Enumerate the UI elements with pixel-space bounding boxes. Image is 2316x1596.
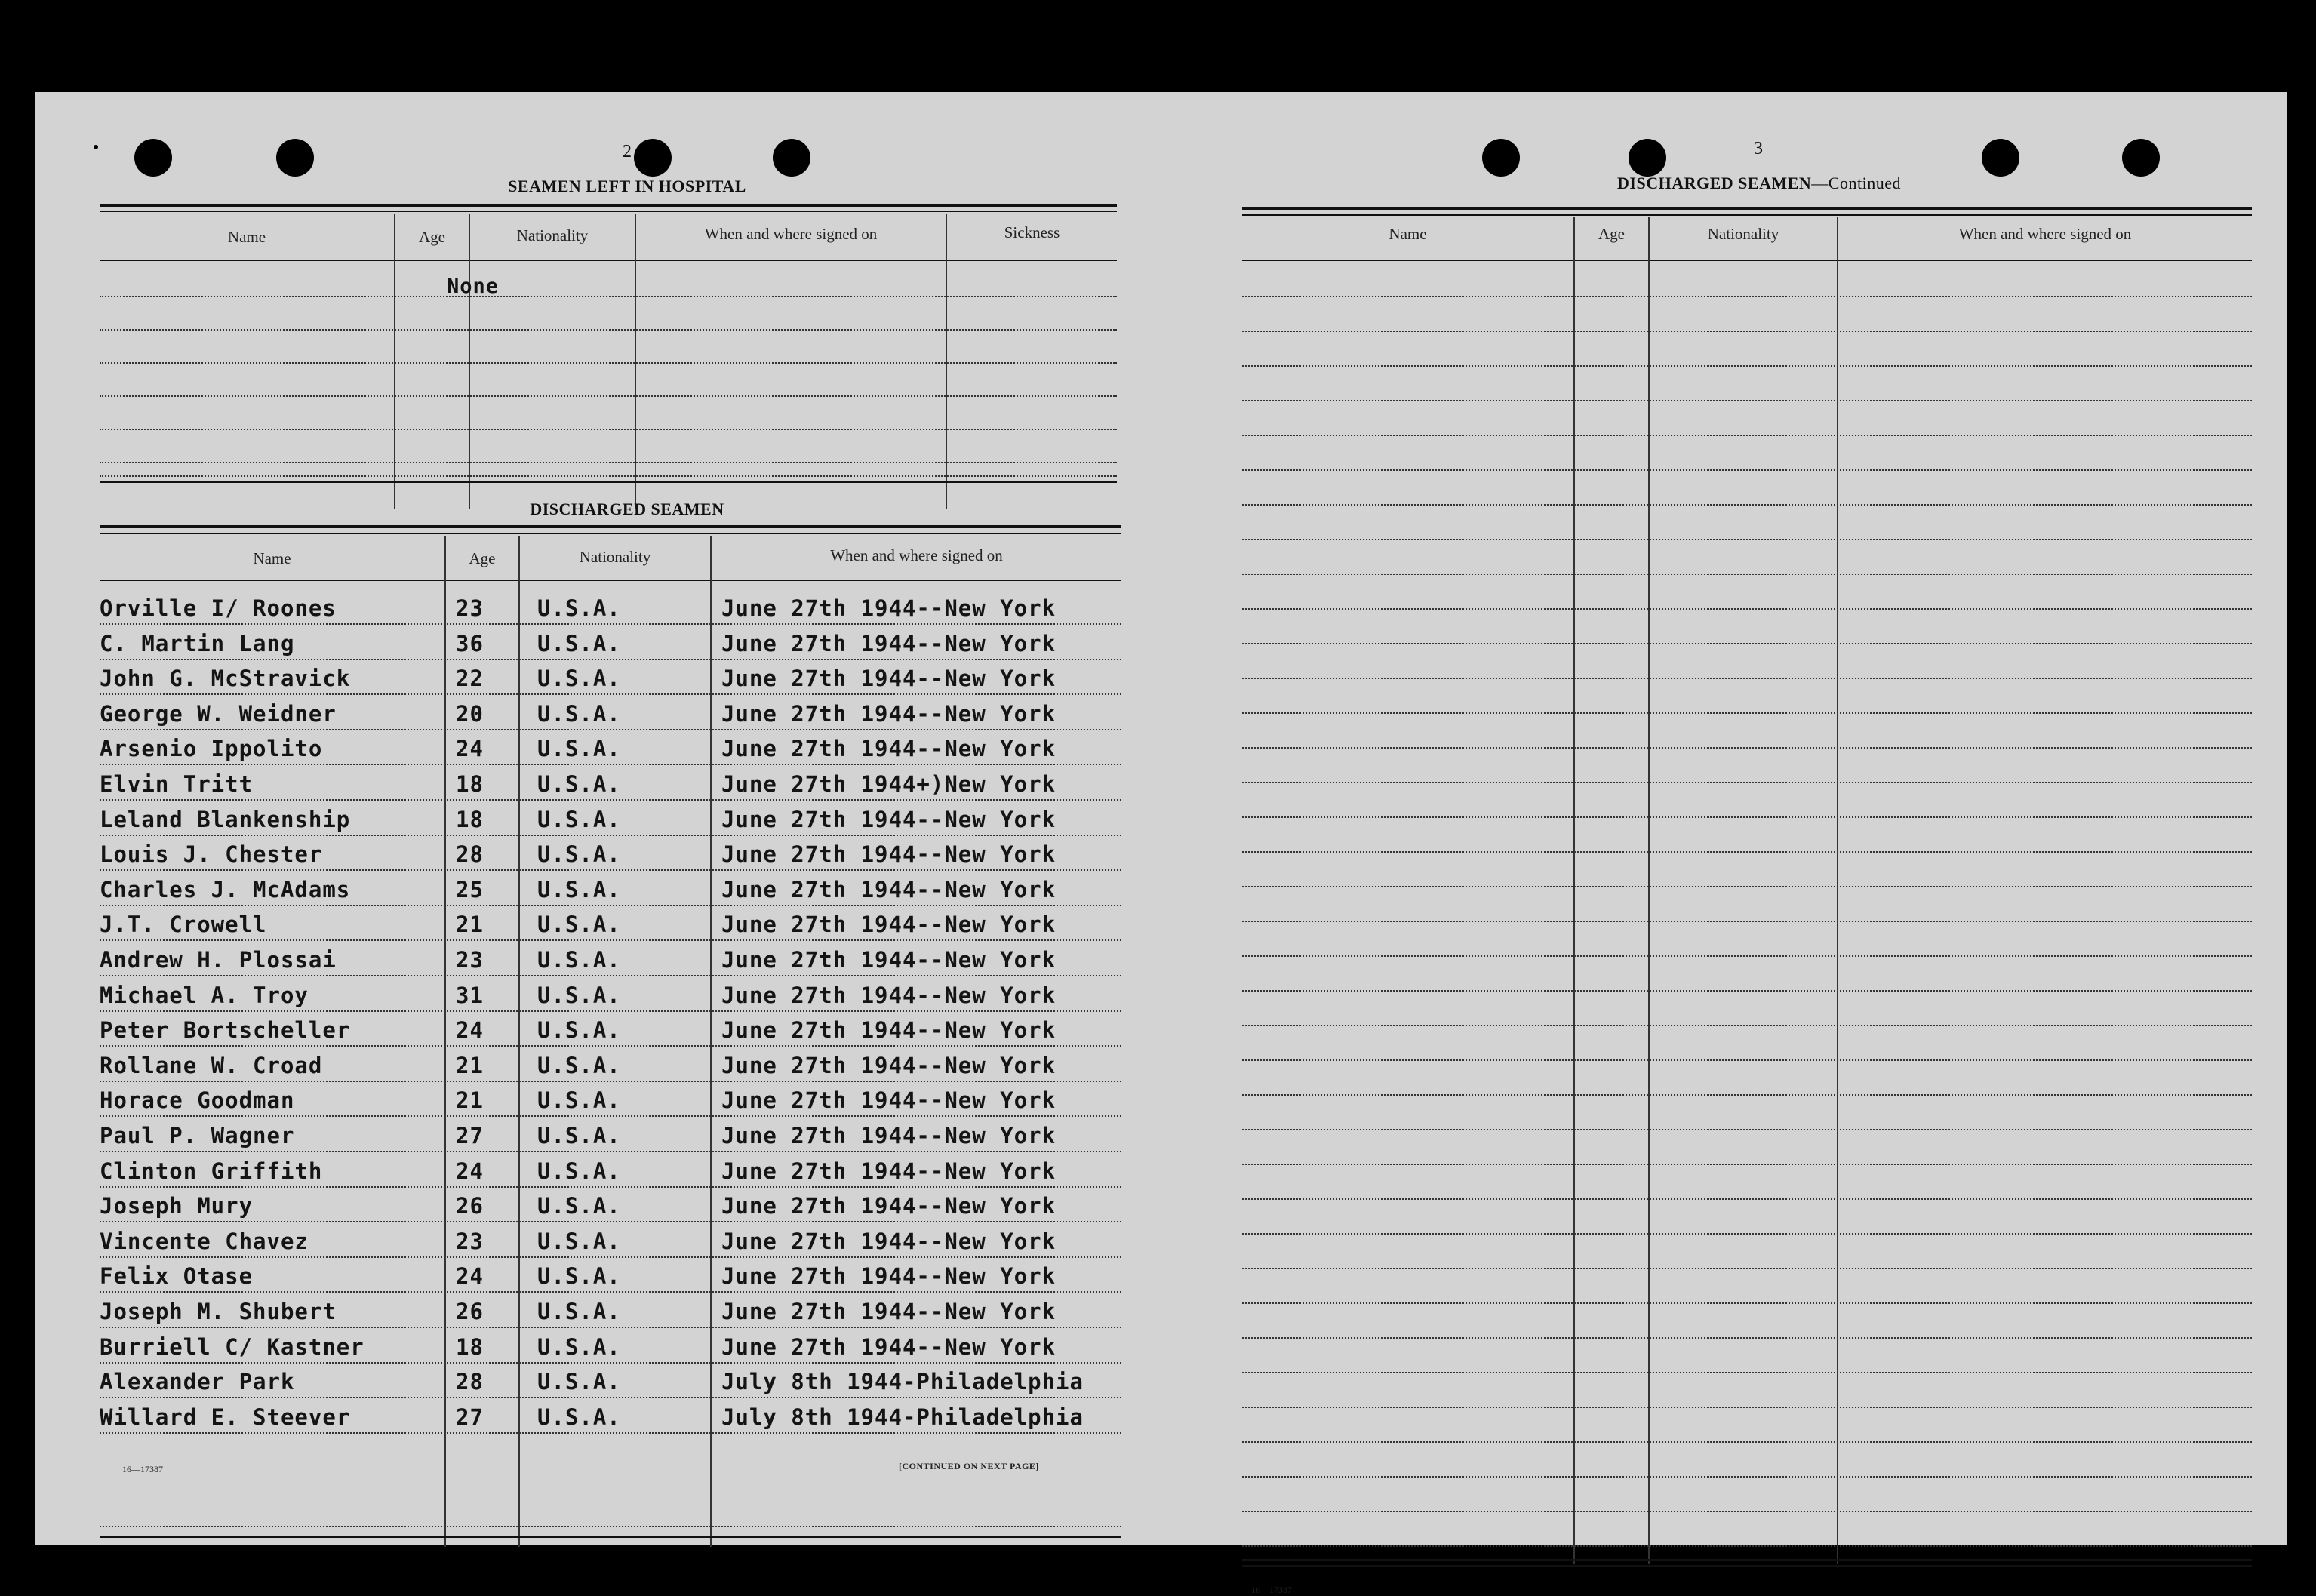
seaman-signed-on: June 27th 1944--New York: [721, 841, 1057, 868]
punch-hole: [2122, 139, 2160, 177]
seaman-age: 31: [456, 982, 484, 1008]
blank-dotted-line: [1242, 886, 2252, 887]
seaman-name: C. Martin Lang: [100, 630, 295, 657]
seaman-name: Horace Goodman: [100, 1087, 295, 1114]
right-title-suffix: —Continued: [1811, 174, 1901, 192]
seaman-age: 22: [456, 666, 484, 692]
seaman-signed-on: July 8th 1944-Philadelphia: [721, 1369, 1084, 1395]
blank-dotted-line: [1242, 1129, 2252, 1130]
hospital-none-entry: None: [447, 275, 500, 298]
row-dotted-line: [100, 1256, 1121, 1258]
seaman-signed-on: July 8th 1944-Philadelphia: [721, 1404, 1084, 1430]
seaman-nationality: U.S.A.: [537, 595, 621, 621]
row-dotted-line: [100, 623, 1121, 625]
seaman-nationality: U.S.A.: [537, 806, 621, 832]
seaman-nationality: U.S.A.: [537, 630, 621, 657]
seaman-name: Felix Otase: [100, 1263, 254, 1290]
seaman-signed-on: June 27th 1944--New York: [721, 1017, 1057, 1044]
right-col-nationality: Nationality: [1707, 225, 1779, 243]
row-dotted-line: [100, 835, 1121, 836]
seaman-nationality: U.S.A.: [537, 1404, 621, 1430]
row-dotted-line: [100, 1221, 1121, 1222]
blank-dotted-line: [1242, 504, 2252, 506]
blank-dotted-line: [1242, 990, 2252, 992]
discharged-section-title: DISCHARGED SEAMEN: [530, 500, 724, 518]
seaman-name: Clinton Griffith: [100, 1158, 323, 1184]
blank-dotted-line: [1242, 608, 2252, 610]
blank-dotted-line: [1242, 782, 2252, 783]
blank-dotted-line: [1242, 712, 2252, 714]
row-dotted-line: [100, 1327, 1121, 1328]
seaman-age: 28: [456, 841, 484, 868]
blank-dotted-line: [1242, 1407, 2252, 1408]
seaman-name: Leland Blankenship: [100, 806, 351, 832]
discharged-col-signed-on: When and where signed on: [830, 546, 1003, 564]
seaman-name: Joseph M. Shubert: [100, 1299, 337, 1324]
blank-dotted-line: [1242, 1268, 2252, 1269]
blank-dotted-line: [1242, 1094, 2252, 1096]
ledger-page: [35, 92, 2287, 1595]
seaman-nationality: U.S.A.: [537, 1017, 621, 1044]
blank-dotted-line: [1242, 816, 2252, 818]
form-number-right: 16—17387: [1251, 1585, 1292, 1595]
right-col-signed-on: When and where signed on: [1958, 225, 2132, 243]
punch-hole: [773, 139, 810, 177]
seaman-age: 36: [456, 630, 484, 657]
seaman-name: John G. McStravick: [100, 666, 351, 692]
seaman-signed-on: June 27th 1944--New York: [721, 1052, 1057, 1078]
seaman-name: Joseph Mury: [100, 1193, 254, 1219]
seaman-nationality: U.S.A.: [537, 1228, 621, 1254]
blank-dotted-line: [1242, 1441, 2252, 1443]
seaman-signed-on: June 27th 1944--New York: [721, 806, 1057, 832]
blank-dotted-line: [1242, 574, 2252, 575]
seaman-nationality: U.S.A.: [537, 1123, 621, 1149]
seaman-signed-on: June 27th 1944--New York: [721, 1193, 1057, 1219]
row-dotted-line: [100, 1362, 1121, 1364]
seaman-nationality: U.S.A.: [537, 1052, 621, 1078]
right-col-name: Name: [1389, 225, 1427, 243]
seaman-name: Willard E. Steever: [100, 1404, 351, 1430]
seaman-nationality: U.S.A.: [537, 947, 621, 973]
seaman-name: Peter Bortscheller: [100, 1017, 351, 1044]
seaman-age: 21: [456, 912, 484, 938]
seaman-name: Orville I/ Roones: [100, 595, 337, 621]
hospital-col-nationality: Nationality: [516, 226, 589, 244]
blank-dotted-line: [1242, 1198, 2252, 1200]
row-dotted-line: [100, 1010, 1121, 1012]
seaman-name: Paul P. Wagner: [100, 1123, 295, 1149]
row-dotted-line: [100, 1432, 1121, 1434]
row-dotted-line: [100, 1186, 1121, 1188]
seaman-signed-on: June 27th 1944--New York: [721, 595, 1057, 621]
row-dotted-line: [100, 693, 1121, 695]
row-dotted-line: [100, 1291, 1121, 1293]
seaman-signed-on: June 27th 1944--New York: [721, 666, 1057, 692]
seaman-nationality: U.S.A.: [537, 666, 621, 692]
form-number: 16—17387: [122, 1464, 163, 1475]
seaman-signed-on: June 27th 1944--New York: [721, 630, 1057, 657]
seaman-age: 23: [456, 947, 484, 973]
blank-dotted-line: [1242, 1233, 2252, 1235]
page-number: 2: [623, 142, 632, 161]
seaman-age: 18: [456, 771, 484, 797]
seaman-age: 21: [456, 1052, 484, 1078]
row-dotted-line: [100, 1115, 1121, 1117]
seaman-nationality: U.S.A.: [537, 1369, 621, 1395]
punch-hole: [276, 139, 314, 177]
blank-dotted-line: [1242, 851, 2252, 853]
seaman-name: George W. Weidner: [100, 700, 337, 727]
seaman-age: 28: [456, 1369, 484, 1395]
hospital-col-sickness: Sickness: [1004, 223, 1060, 241]
hospital-section-title: SEAMEN LEFT IN HOSPITAL: [508, 177, 746, 195]
hospital-col-signed-on: When and where signed on: [704, 225, 878, 243]
seaman-nationality: U.S.A.: [537, 912, 621, 938]
seaman-age: 18: [456, 806, 484, 832]
row-dotted-line: [100, 975, 1121, 976]
seaman-age: 18: [456, 1333, 484, 1360]
seaman-name: Burriell C/ Kastner: [100, 1333, 364, 1360]
row-dotted-line: [100, 939, 1121, 941]
row-dotted-line: [100, 799, 1121, 801]
seaman-age: 21: [456, 1087, 484, 1114]
blank-dotted-line: [1242, 331, 2252, 332]
discharged-col-age: Age: [469, 549, 496, 567]
hospital-col-age: Age: [419, 228, 445, 246]
blank-dotted-line: [1242, 1025, 2252, 1026]
blank-dotted-line: [1242, 643, 2252, 644]
seaman-signed-on: June 27th 1944+)New York: [721, 771, 1057, 797]
seaman-age: 23: [456, 595, 484, 621]
blank-dotted-line: [1242, 1164, 2252, 1165]
seaman-name: Alexander Park: [100, 1369, 295, 1395]
row-dotted-line: [100, 1045, 1121, 1047]
blank-dotted-line: [1242, 1476, 2252, 1478]
seaman-nationality: U.S.A.: [537, 1263, 621, 1290]
row-dotted-line: [100, 659, 1121, 660]
seaman-name: J.T. Crowell: [100, 912, 267, 938]
seaman-signed-on: June 27th 1944--New York: [721, 982, 1057, 1008]
seaman-signed-on: June 27th 1944--New York: [721, 1263, 1057, 1290]
seaman-age: 27: [456, 1123, 484, 1149]
seaman-age: 20: [456, 700, 484, 727]
seaman-signed-on: June 27th 1944--New York: [721, 912, 1057, 938]
blank-dotted-line: [1242, 435, 2252, 436]
seaman-nationality: U.S.A.: [537, 876, 621, 903]
right-section-title: [1469, 174, 2050, 193]
seaman-name: Arsenio Ippolito: [100, 736, 323, 762]
seaman-age: 24: [456, 1158, 484, 1184]
row-dotted-line: [100, 1151, 1121, 1152]
seaman-name: Louis J. Chester: [100, 841, 323, 868]
blank-dotted-line: [1242, 1059, 2252, 1061]
ink-speck: [94, 145, 98, 149]
row-dotted-line: [100, 764, 1121, 765]
seaman-signed-on: June 27th 1944--New York: [721, 1087, 1057, 1114]
blank-dotted-line: [1242, 1511, 2252, 1512]
blank-dotted-line: [1242, 1545, 2252, 1547]
discharged-col-name: Name: [253, 549, 291, 567]
seaman-signed-on: June 27th 1944--New York: [721, 1123, 1057, 1149]
row-dotted-line: [100, 729, 1121, 730]
seaman-nationality: U.S.A.: [537, 1158, 621, 1184]
blank-dotted-line: [1242, 365, 2252, 367]
row-dotted-line: [100, 1397, 1121, 1398]
seaman-nationality: U.S.A.: [537, 1333, 621, 1360]
seaman-signed-on: June 27th 1944--New York: [721, 947, 1057, 973]
seaman-age: 25: [456, 876, 484, 903]
seaman-age: 26: [456, 1193, 484, 1219]
blank-dotted-line: [1242, 1372, 2252, 1373]
blank-dotted-line: [1242, 921, 2252, 922]
seaman-signed-on: June 27th 1944--New York: [721, 1228, 1057, 1254]
blank-dotted-line: [1242, 400, 2252, 401]
page-number-right: 3: [1754, 139, 1763, 158]
seaman-nationality: U.S.A.: [537, 841, 621, 868]
seaman-signed-on: June 27th 1944--New York: [721, 700, 1057, 727]
blank-dotted-line: [1242, 678, 2252, 679]
blank-dotted-line: [1242, 747, 2252, 749]
seaman-signed-on: June 27th 1944--New York: [721, 876, 1057, 903]
seaman-signed-on: June 27th 1944--New York: [721, 1299, 1057, 1324]
punch-hole: [1982, 139, 2019, 177]
right-col-age: Age: [1598, 225, 1625, 243]
hospital-col-name: Name: [227, 228, 266, 246]
seaman-nationality: U.S.A.: [537, 982, 621, 1008]
row-dotted-line: [100, 1081, 1121, 1082]
row-dotted-line: [100, 905, 1121, 906]
seaman-signed-on: June 27th 1944--New York: [721, 1333, 1057, 1360]
discharged-col-nationality: Nationality: [579, 548, 651, 566]
seaman-signed-on: June 27th 1944--New York: [721, 736, 1057, 762]
blank-dotted-line: [1242, 469, 2252, 471]
punch-hole: [1629, 139, 1666, 177]
punch-hole: [134, 139, 172, 177]
seaman-name: Vincente Chavez: [100, 1228, 309, 1254]
seaman-age: 24: [456, 736, 484, 762]
seaman-age: 26: [456, 1299, 484, 1324]
blank-dotted-line: [1242, 1302, 2252, 1304]
row-dotted-line: [100, 869, 1121, 871]
seaman-name: Andrew H. Plossai: [100, 947, 337, 973]
seaman-signed-on: June 27th 1944--New York: [721, 1158, 1057, 1184]
blank-dotted-line: [1242, 539, 2252, 540]
blank-dotted-line: [1242, 955, 2252, 957]
seaman-name: Elvin Tritt: [100, 771, 254, 797]
seaman-age: 24: [456, 1017, 484, 1044]
continued-note: [CONTINUED ON NEXT PAGE]: [899, 1461, 1039, 1471]
seaman-name: Rollane W. Croad: [100, 1052, 323, 1078]
seaman-age: 24: [456, 1263, 484, 1290]
seaman-nationality: U.S.A.: [537, 700, 621, 727]
right-title-main: DISCHARGED SEAMEN: [1617, 174, 1812, 192]
punch-hole: [1482, 139, 1520, 177]
seaman-age: 23: [456, 1228, 484, 1254]
seaman-age: 27: [456, 1404, 484, 1430]
seaman-name: Michael A. Troy: [100, 982, 309, 1008]
seaman-nationality: U.S.A.: [537, 771, 621, 797]
seaman-name: Charles J. McAdams: [100, 876, 351, 903]
seaman-nationality: U.S.A.: [537, 1087, 621, 1114]
blank-dotted-line: [1242, 296, 2252, 297]
seaman-nationality: U.S.A.: [537, 1299, 621, 1324]
blank-dotted-line: [1242, 1337, 2252, 1339]
seaman-nationality: U.S.A.: [537, 1193, 621, 1219]
seaman-nationality: U.S.A.: [537, 736, 621, 762]
